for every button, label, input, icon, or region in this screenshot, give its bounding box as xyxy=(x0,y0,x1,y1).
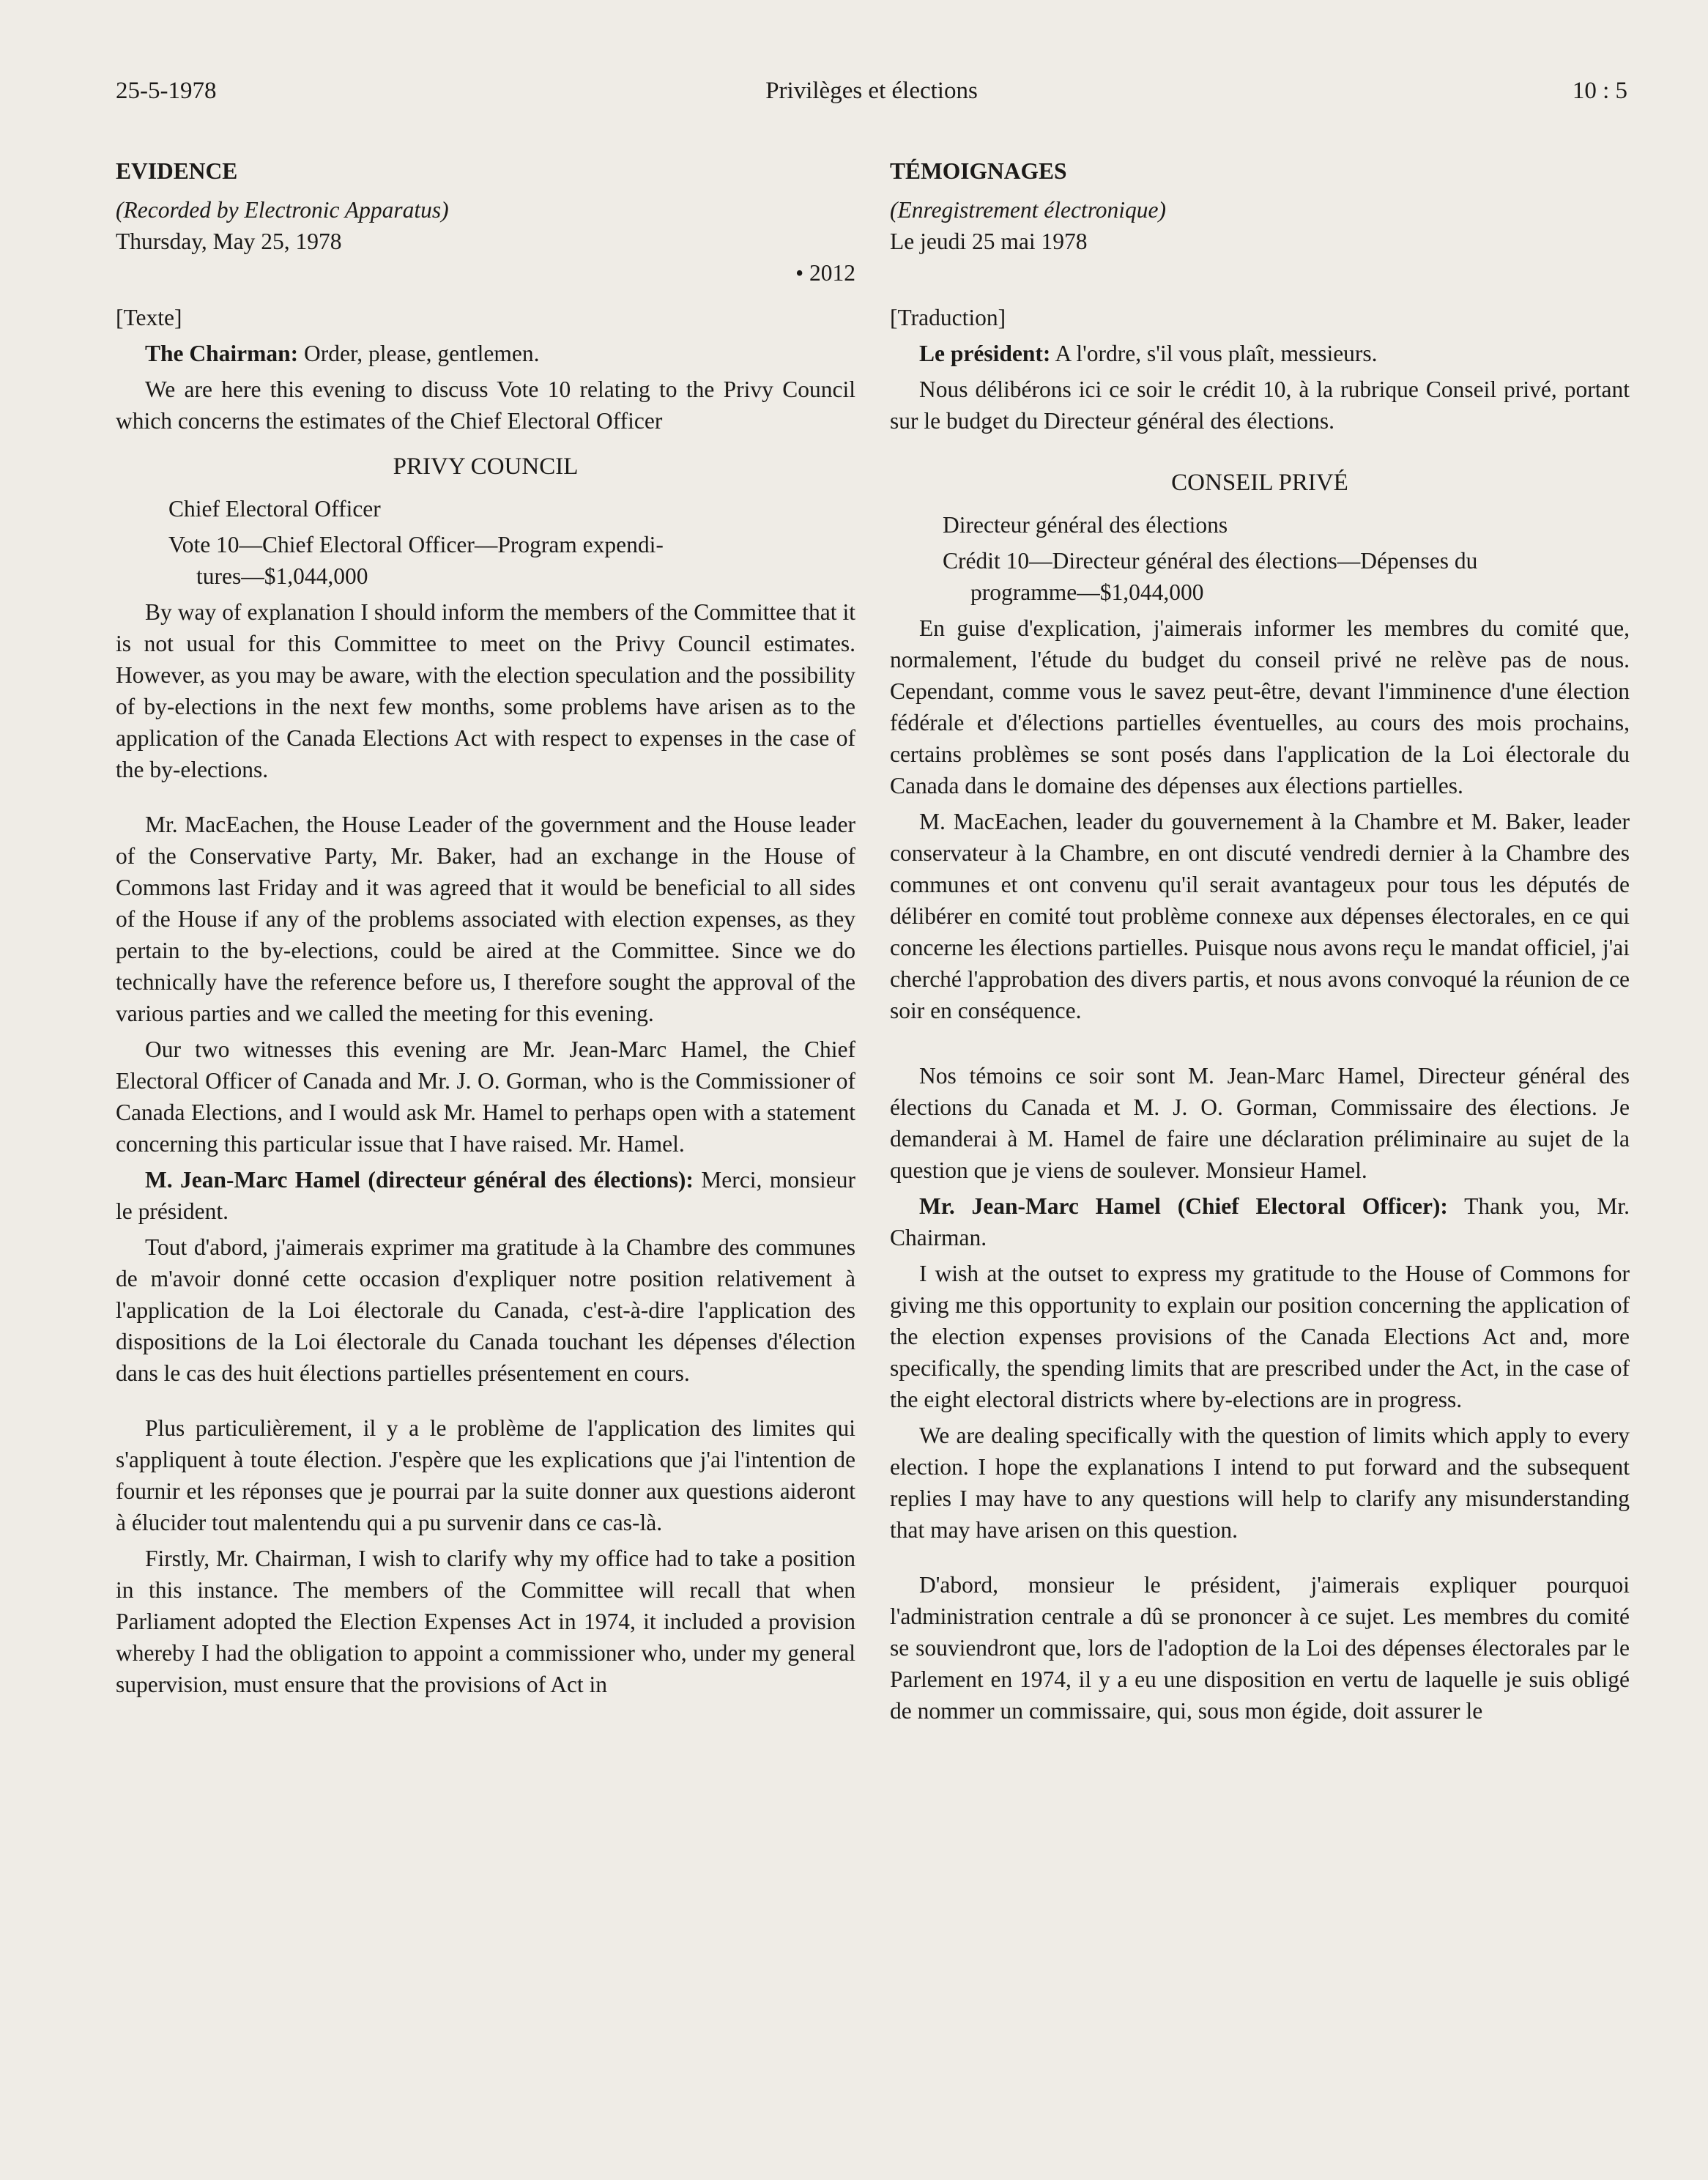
paragraph: We are dealing specifically with the question of limits which apply to every election. I hope the explanations I intend to put forward and the subsequent replies I may have to any questions will help to clarify any misunderstanding that may have arisen on this question. xyxy=(890,1423,1630,1543)
speech-text: A l'ordre, s'il vous plaît, messieurs. xyxy=(1050,341,1378,366)
running-header xyxy=(116,78,1627,114)
subheading: (Recorded by Electronic Apparatus) xyxy=(116,197,449,223)
paragraph: Our two witnesses this evening are Mr. Jean-Marc Hamel, the Chief Electoral Officer of Canada and Mr. J. O. Gorman, who is the Commissioner of Canada Elections, and I would ask Mr. Hamel to perhaps open with a statement concerning this particular issue that I have raised. Mr. Hamel. xyxy=(116,1037,855,1157)
vote-line-1: Crédit 10—Directeur général des élections—Dépenses du xyxy=(943,548,1478,574)
vote-line-2: programme—$1,044,000 xyxy=(970,579,1204,605)
language-tag: [Texte] xyxy=(116,305,182,330)
heading: EVIDENCE xyxy=(116,158,238,184)
paragraph: Mr. MacEachen, the House Leader of the government and the House leader of the Conservative Party, Mr. Baker, had an exchange in the House of Commons last Friday and it was agreed that it would be beneficial to all sides of the House if any of the problems associated with election expenses, as they pertain to the by-elections, could be aired at the Committee. Since we do technically have the reference before us, I therefore sought the approval of the various parties and we called the meeting for this evening. xyxy=(116,812,855,1026)
paragraph: Plus particulièrement, il y a le problème de l'application des limites qui s'appliquent à toute élection. J'espère que les explications que j'ai l'intention de fournir et les réponses que je pourrai par la suite donner aux questions aideront à élucider tout malentendu qui a pu survenir dans ce cas-là. xyxy=(116,1415,855,1535)
header-date: 25-5-1978 xyxy=(116,78,217,104)
section-title: CONSEIL PRIVÉ xyxy=(1171,470,1348,496)
item-title: Chief Electoral Officer xyxy=(168,496,381,522)
paragraph: Tout d'abord, j'aimerais exprimer ma gratitude à la Chambre des communes de m'avoir donné cette occasion d'expliquer notre position relativement à l'application de la Loi électorale du Canada, c'est-à-dire l'application des dispositions de la Loi électorale du Canada touchant les dépenses d'élection dans le cas des huit élections partielles présentement en cours. xyxy=(116,1234,855,1386)
english-column xyxy=(116,155,855,1700)
speech-text: Thank you, Mr. Chairman. xyxy=(890,1193,1630,1250)
paragraph xyxy=(116,1164,855,1227)
speech-text: Merci, monsieur le président. xyxy=(116,1167,855,1224)
time-marker: • 2012 xyxy=(795,260,855,286)
paragraph: I wish at the outset to express my gratitude to the House of Commons for giving me this opportunity to explain our position concerning the application of the election expenses provisions of the Canada Elections Act and, more specifically, the spending limits that are prescribed under the Act, in the case of the eight electoral districts where by-elections are in progress. xyxy=(890,1261,1630,1412)
item-title: Directeur général des élections xyxy=(943,512,1228,538)
speaker-name: Mr. Jean-Marc Hamel (Chief Electoral Officer): xyxy=(919,1193,1448,1219)
paragraph: D'abord, monsieur le président, j'aimerais expliquer pourquoi l'administration centrale a dû se prononcer à ce sujet. Les membres du comité se souviendront que, lors de l'adoption de la Loi des dépenses électorales par le Parlement en 1974, il y a eu une disposition en vertu de laquelle je suis obligé de nommer un commissaire, qui, sous mon égide, doit assurer le xyxy=(890,1572,1630,1724)
vote-line xyxy=(890,545,1630,608)
language-tag: [Traduction] xyxy=(890,305,1006,330)
paragraph: En guise d'explication, j'aimerais informer les membres du comité que, normalement, l'étude du budget du conseil privé ne relève pas de nous. Cependant, comme vous le savez peut-être, devant l'imminence d'une élection fédérale et d'élections partielles éventuelles, au cours des mois prochains, certains problèmes se sont posés dans l'application de la Loi électorale du Canada dans le domaine des dépenses aux élections partielles. xyxy=(890,615,1630,798)
speech-text: Order, please, gentlemen. xyxy=(298,341,540,366)
vote-line-2: tures—$1,044,000 xyxy=(196,563,368,589)
speaker-name: Le président: xyxy=(919,341,1051,366)
heading: TÉMOIGNAGES xyxy=(890,158,1067,184)
vote-line-1: Vote 10—Chief Electoral Officer—Program expendi- xyxy=(168,532,664,557)
section-title: PRIVY COUNCIL xyxy=(393,453,579,480)
paragraph: Firstly, Mr. Chairman, I wish to clarify why my office had to take a position in this instance. The members of the Committee will recall that when Parliament adopted the Election Expenses Act in 1974, it included a provision whereby I had the obligation to appoint a commissioner who, under my general supervision, must ensure that the provisions of Act in xyxy=(116,1546,855,1697)
subheading: (Enregistrement électronique) xyxy=(890,197,1167,223)
vote-line xyxy=(116,529,855,592)
paragraph: By way of explanation I should inform the members of the Committee that it is not usual for this Committee to meet on the Privy Council estimates. However, as you may be aware, with the election speculation and the possibility of by-elections in the next few months, some problems have arisen as to the application of the Canada Elections Act with respect to expenses in the case of the by-elections. xyxy=(116,599,855,782)
speaker-name: The Chairman: xyxy=(145,341,299,366)
meeting-date: Thursday, May 25, 1978 xyxy=(116,229,342,254)
header-page-number: 10 : 5 xyxy=(1572,78,1627,104)
paragraph: Nous délibérons ici ce soir le crédit 10, à la rubrique Conseil privé, portant sur le budget du Directeur général des élections. xyxy=(890,377,1630,434)
paragraph: M. MacEachen, leader du gouvernement à la Chambre et M. Baker, leader conservateur à la Chambre, en ont discuté vendredi dernier à la Chambre des communes et ont convenu qu'il serait avantageux pour tous les députés de délibérer en comité tout problème connexe aux dépenses électorales, en ce qui concerne les élections partielles. Puisque nous avons reçu le mandat officiel, j'ai cherché l'approbation des divers partis, et nous avons convoqué la réunion de ce soir en conséquence. xyxy=(890,809,1630,1023)
paragraph: Nos témoins ce soir sont M. Jean-Marc Hamel, Directeur général des élections du Canada et M. J. O. Gorman, Commissaire des élections. Je demanderai à M. Hamel de faire une déclaration préliminaire au sujet de la question que je viens de soulever. Monsieur Hamel. xyxy=(890,1063,1630,1183)
paragraph: We are here this evening to discuss Vote 10 relating to the Privy Council which concerns the estimates of the Chief Electoral Officer xyxy=(116,377,855,434)
paragraph xyxy=(890,338,1630,369)
paragraph xyxy=(116,338,855,369)
meeting-date: Le jeudi 25 mai 1978 xyxy=(890,229,1088,254)
paragraph xyxy=(890,1190,1630,1253)
speaker-name: M. Jean-Marc Hamel (directeur général des élections): xyxy=(145,1167,694,1193)
header-title: Privilèges et élections xyxy=(765,78,978,104)
french-column xyxy=(890,155,1630,1727)
